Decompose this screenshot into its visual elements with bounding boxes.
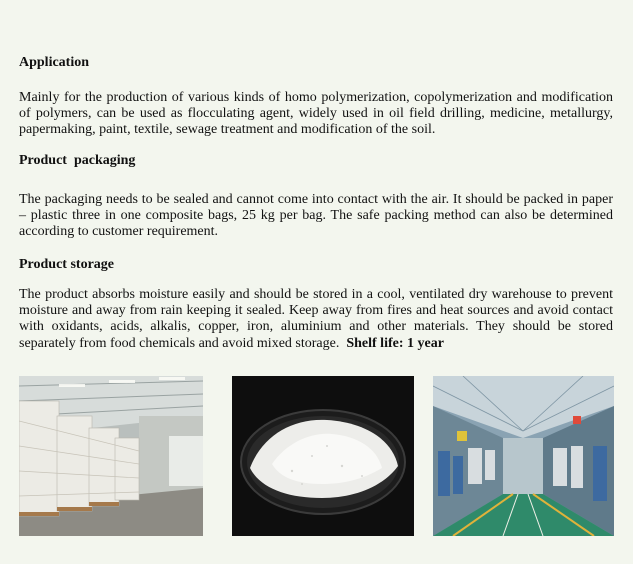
application-heading: Application (19, 55, 90, 70)
storage-body: The product absorbs moisture easily and should be stored in a cool, ventilated dry warehouse to prevent moisture and away from rain keeping it sealed. Keep away from fires and heat sources and avoid contact with oxidants, acids, alkalis, copper, iron, aluminium and other materials. They should be stored separately from food chemicals and avoid mixed storage. (19, 287, 613, 351)
packaging-text: The packaging needs to be sealed and cannot come into contact with the air. It should be packed in paper – plastic three in one composite bags, 25 kg per bag. The safe packing method can also be determined according to customer requirement. (19, 192, 613, 240)
storage-heading: Product storage (19, 257, 114, 272)
shelf-life: Shelf life: 1 year (346, 335, 444, 351)
factory-interior-photo (433, 376, 614, 536)
packaging-heading: Product packaging (19, 153, 136, 168)
warehouse-bags-photo (19, 376, 203, 536)
white-powder-dish-photo (232, 376, 414, 536)
storage-text (19, 287, 613, 352)
application-text: Mainly for the production of various kinds of homo polymerization, copolymerization and modification of polymers, can be used as flocculating agent, widely used in oil field drilling, medicine, metallurgy, papermaking, paint, textile, sewage treatment and modification of the soil. (19, 90, 613, 138)
